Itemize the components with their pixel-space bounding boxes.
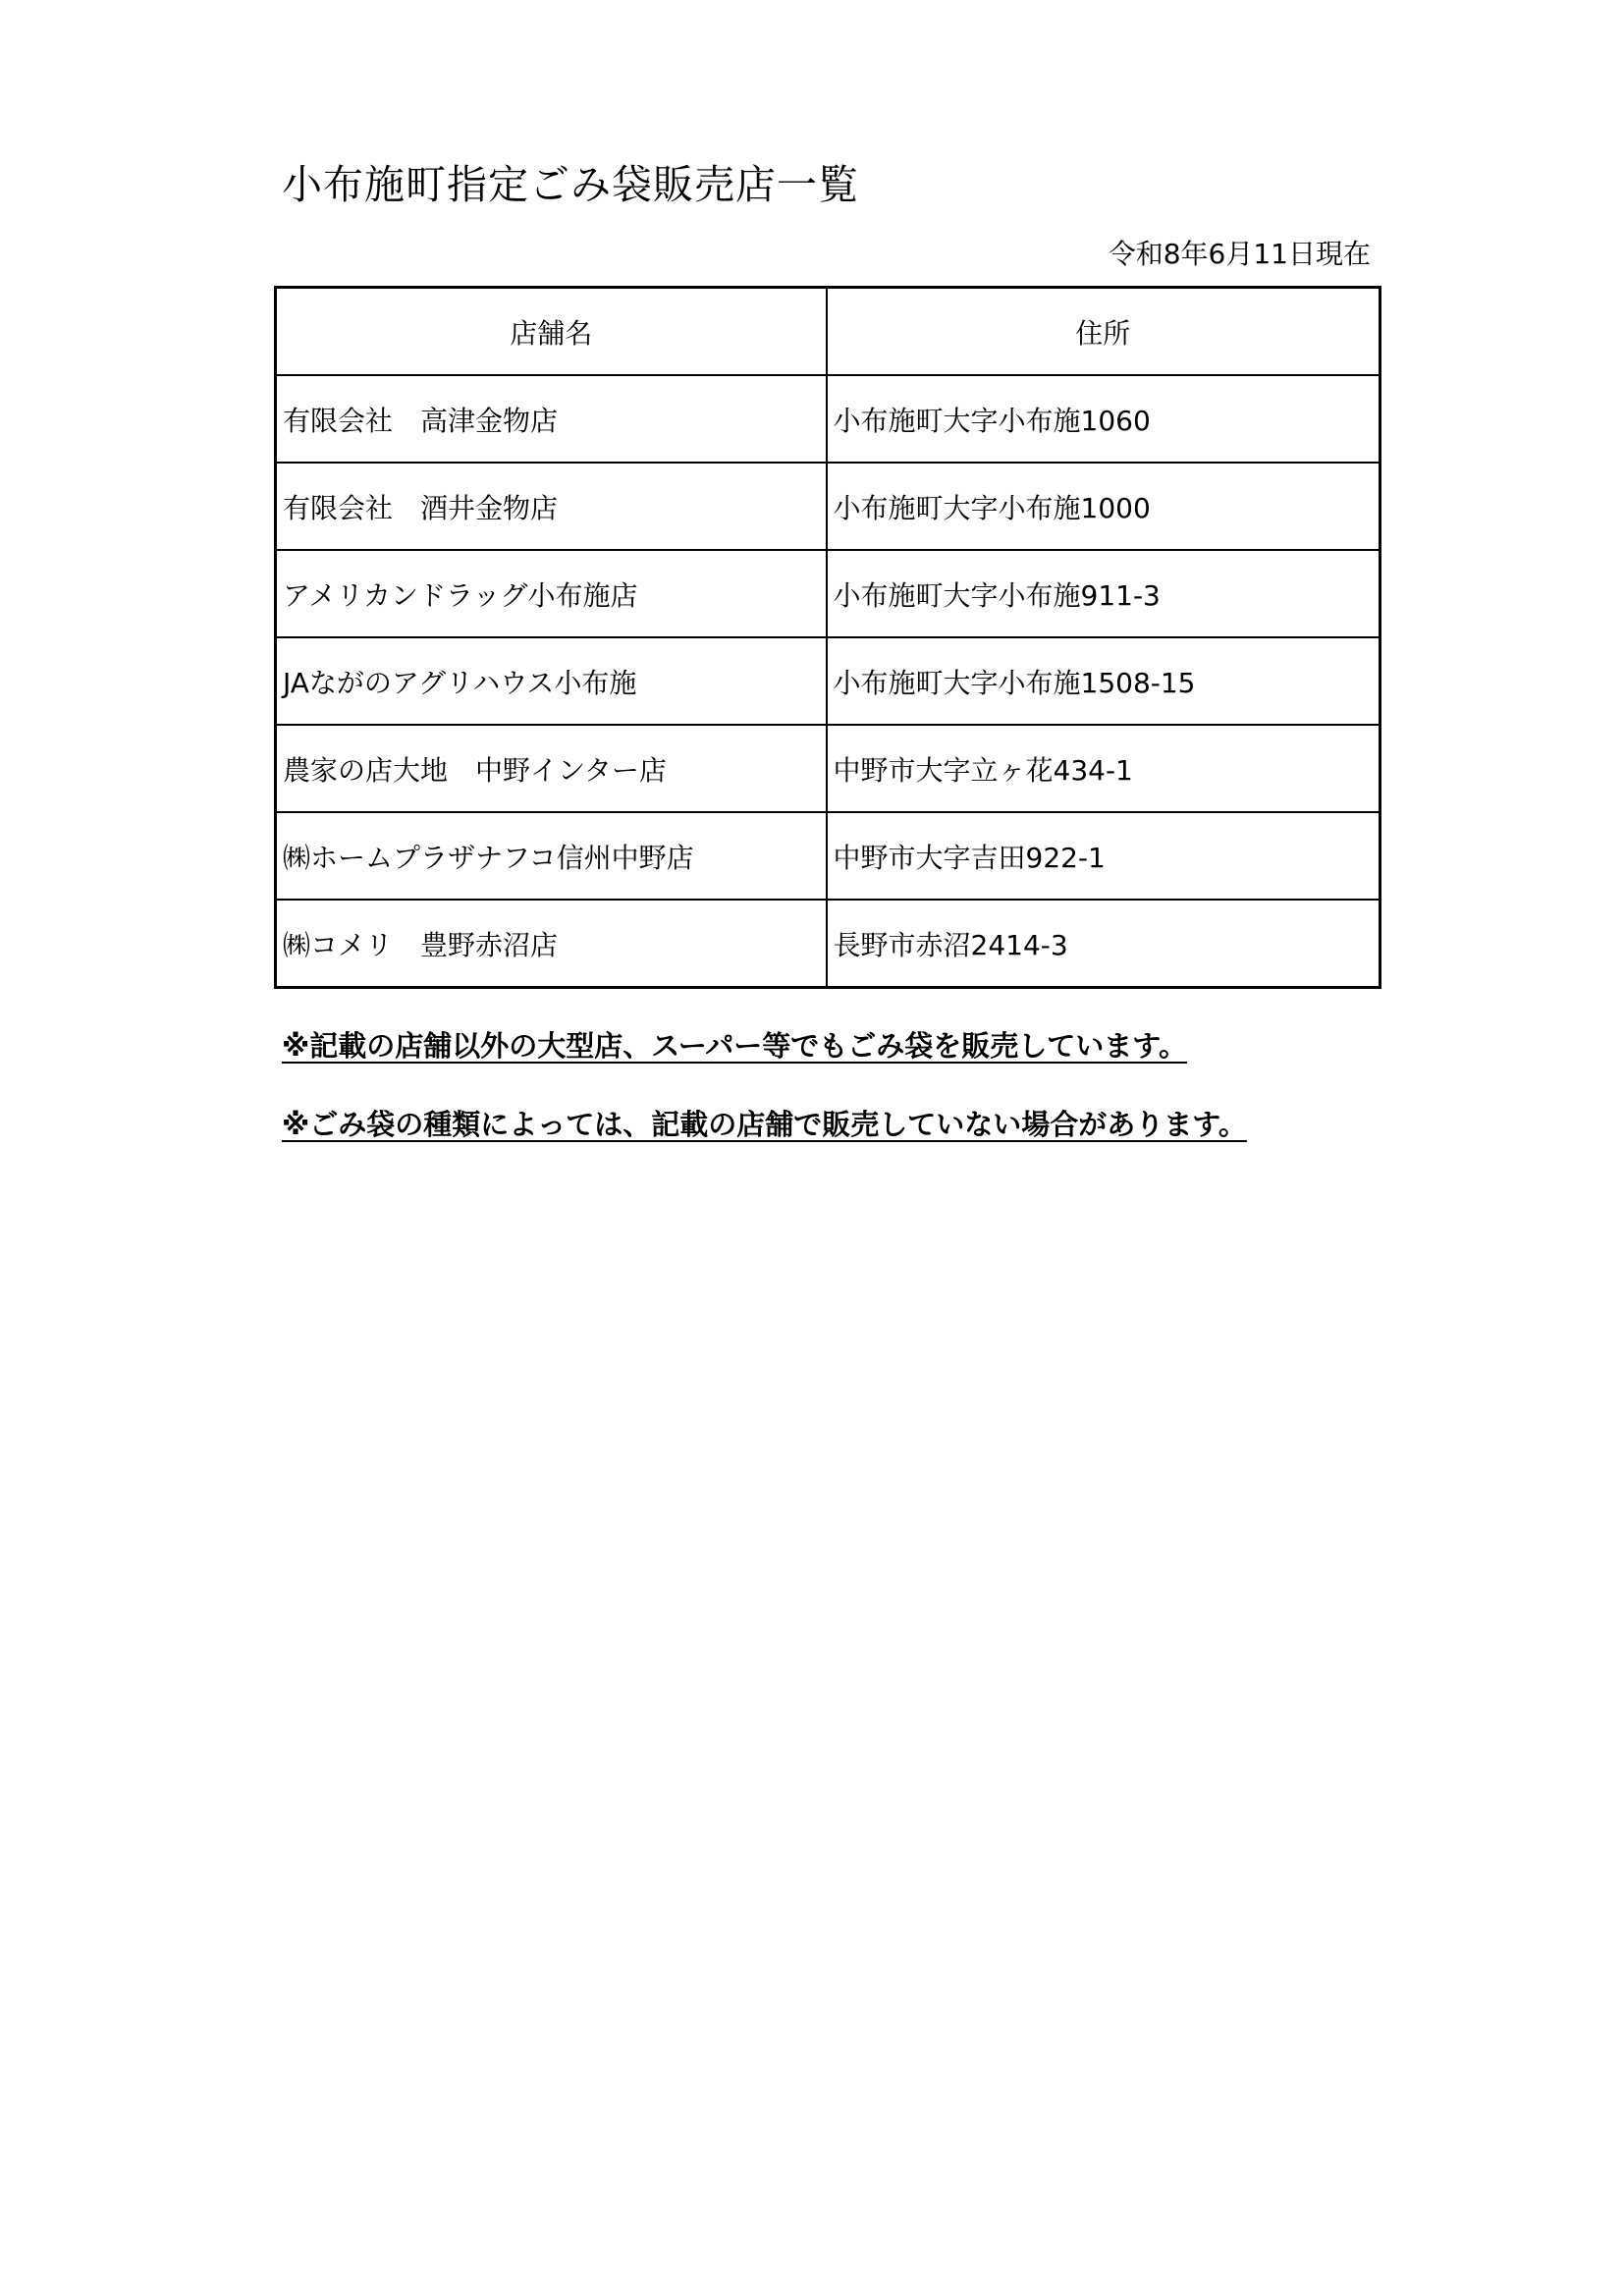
store-name-cell: ㈱コメリ 豊野赤沼店: [276, 900, 827, 988]
store-name-cell: 有限会社 酒井金物店: [276, 463, 827, 550]
note-bag-types: ※ごみ袋の種類によっては、記載の店舗で販売していない場合があります。: [282, 1108, 1247, 1141]
address-cell: 小布施町大字小布施1060: [827, 375, 1380, 463]
store-name-cell: アメリカンドラッグ小布施店: [276, 550, 827, 637]
address-cell: 長野市赤沼2414-3: [827, 900, 1380, 988]
address-cell: 小布施町大字小布施1000: [827, 463, 1380, 550]
table-row: [276, 725, 1380, 812]
store-name-cell: 有限会社 高津金物店: [276, 375, 827, 463]
store-table: [274, 286, 1381, 989]
table-row: [276, 550, 1380, 637]
table-row: [276, 812, 1380, 900]
header-store-name: 店舗名: [276, 288, 827, 376]
address-cell: 中野市大字吉田922-1: [827, 812, 1380, 900]
address-cell: 小布施町大字小布施911-3: [827, 550, 1380, 637]
table-header-row: [276, 288, 1380, 376]
table-row: [276, 375, 1380, 463]
store-name-cell: 農家の店大地 中野インター店: [276, 725, 827, 812]
store-name-cell: ㈱ホームプラザナフコ信州中野店: [276, 812, 827, 900]
table-row: [276, 900, 1380, 988]
note-other-stores: ※記載の店舗以外の大型店、スーパー等でもごみ袋を販売しています。: [282, 1029, 1187, 1063]
table-row: [276, 637, 1380, 725]
address-cell: 小布施町大字小布施1508-15: [827, 637, 1380, 725]
address-cell: 中野市大字立ヶ花434-1: [827, 725, 1380, 812]
table-row: [276, 463, 1380, 550]
page-title: 小布施町指定ごみ袋販売店一覧: [282, 161, 859, 208]
as-of-date: 令和8年6月11日現在: [1108, 238, 1371, 270]
store-name-cell: JAながのアグリハウス小布施: [276, 637, 827, 725]
header-address: 住所: [827, 288, 1380, 376]
